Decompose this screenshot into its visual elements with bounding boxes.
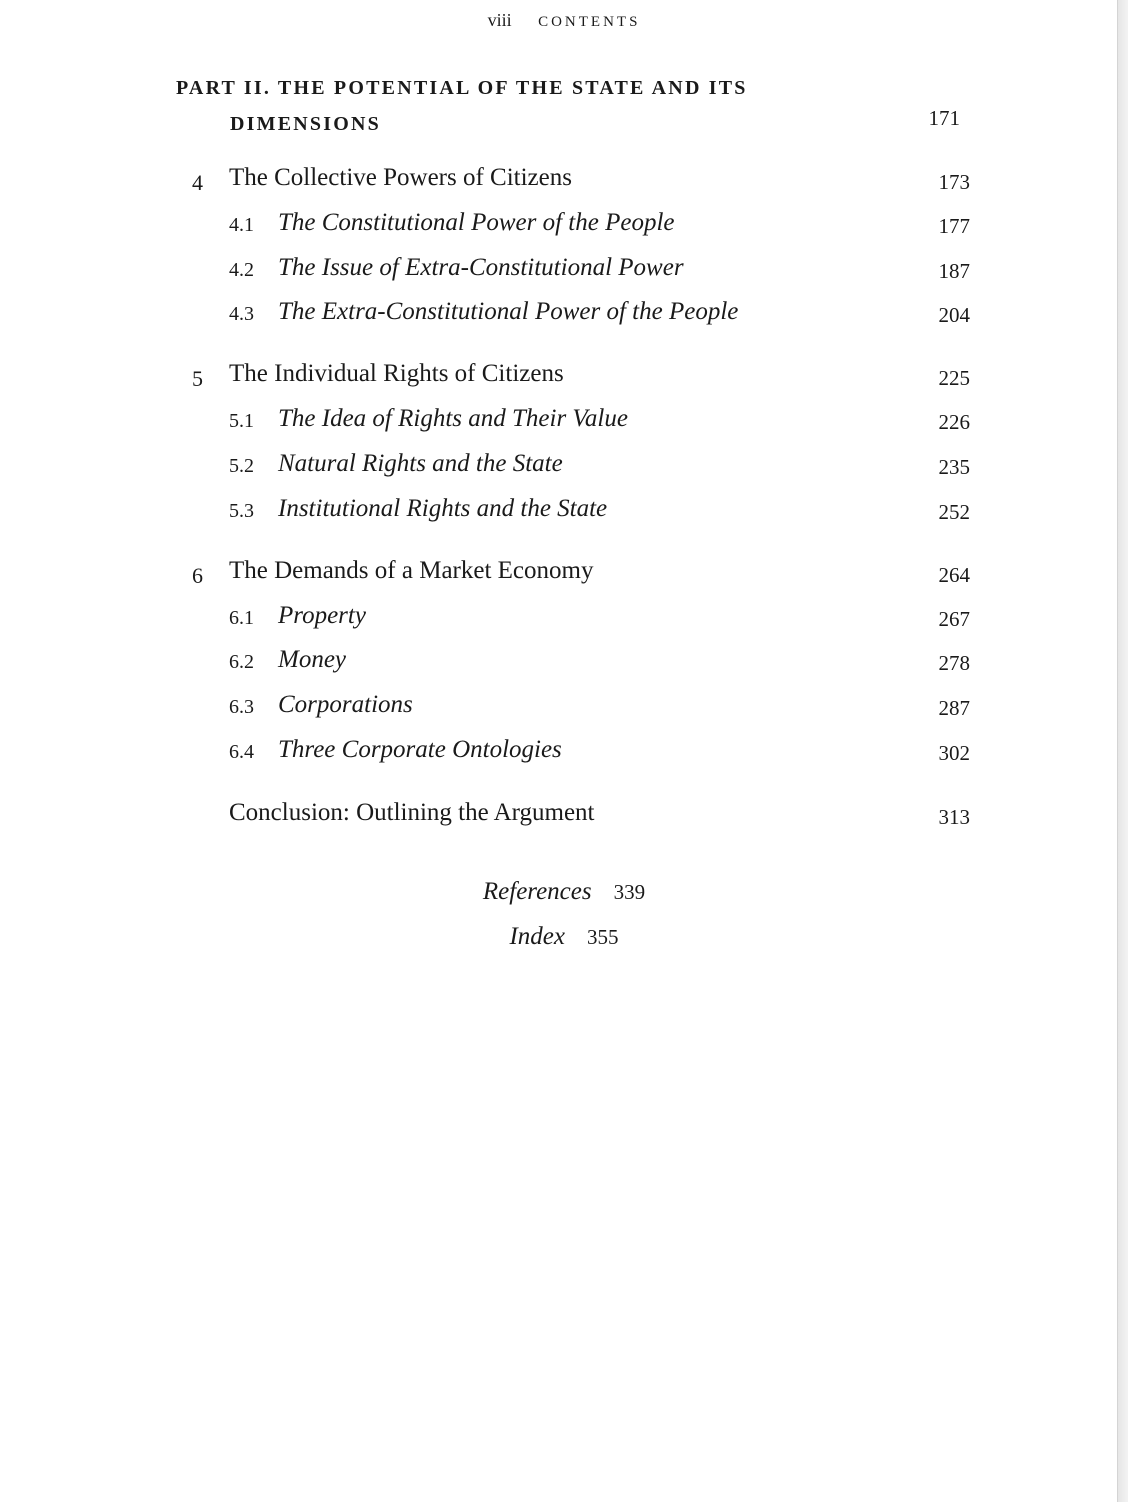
references-page-number: 339 [613,880,646,904]
index-label: Index [509,923,566,950]
section-page-number: 187 [938,259,970,283]
chapter-page-number: 173 [938,170,970,194]
chapter-page-number: 225 [938,366,970,390]
part-title-line1: PART II. THE POTENTIAL OF THE STATE AND ITS [176,77,748,99]
toc-section-4-1[interactable] [0,209,1128,245]
section-title: Property [278,602,366,629]
chapter-number: 5 [192,366,203,391]
toc-section-4-2[interactable] [0,254,1128,290]
part-page-number: 171 [928,106,960,130]
toc-section-6-3[interactable] [0,691,1128,727]
section-number: 6.2 [229,651,254,673]
section-number: 5.3 [229,500,254,522]
toc-chapter-6[interactable] [0,557,1128,593]
conclusion-title: Conclusion: Outlining the Argument [229,799,595,826]
section-title: Corporations [278,691,413,718]
toc-section-4-3[interactable] [0,298,1128,334]
section-title: Institutional Rights and the State [278,495,608,522]
toc-section-6-2[interactable] [0,646,1128,682]
section-number: 5.1 [229,410,254,432]
section-number: 5.2 [229,455,254,477]
chapter-number: 4 [192,170,203,195]
section-page-number: 267 [938,607,970,631]
references-label: References [482,878,592,905]
page-edge-shadow [1117,0,1128,1502]
toc-section-6-1[interactable] [0,602,1128,638]
toc-section-6-4[interactable] [0,736,1128,772]
section-number: 6.3 [229,696,254,718]
section-page-number: 226 [938,410,970,434]
section-title: Natural Rights and the State [278,450,563,477]
section-page-number: 204 [938,303,970,327]
section-title: The Issue of Extra-Constitutional Power [278,254,684,281]
section-page-number: 287 [938,696,970,720]
section-title: Money [278,646,347,673]
running-head-title: CONTENTS [538,14,641,30]
chapter-page-number: 264 [938,563,970,587]
section-page-number: 235 [938,455,970,479]
section-number: 4.1 [229,214,254,236]
toc-index[interactable] [0,923,1128,951]
section-title: The Constitutional Power of the People [278,209,675,236]
index-page-number: 355 [587,925,619,949]
toc-section-5-2[interactable] [0,450,1128,486]
toc-chapter-4[interactable] [0,164,1128,200]
section-title: The Extra-Constitutional Power of the People [278,298,739,325]
section-page-number: 302 [938,741,970,765]
toc-conclusion[interactable] [0,799,1128,835]
section-page-number: 278 [938,651,970,675]
section-number: 4.2 [229,259,254,281]
running-head [0,10,1128,31]
section-number: 6.1 [229,607,254,629]
chapter-number: 6 [192,563,203,588]
conclusion-page-number: 313 [938,805,970,829]
chapter-title: The Collective Powers of Citizens [229,164,572,191]
toc-section-5-1[interactable] [0,405,1128,441]
section-number: 4.3 [229,303,254,325]
chapter-title: The Individual Rights of Citizens [229,360,564,387]
section-title: The Idea of Rights and Their Value [278,405,628,432]
toc-chapter-5[interactable] [0,360,1128,396]
section-number: 6.4 [229,741,254,763]
section-page-number: 177 [938,214,970,238]
toc-references[interactable] [0,878,1128,906]
section-title: Three Corporate Ontologies [278,736,562,763]
toc-section-5-3[interactable] [0,495,1128,531]
part-title-line2: DIMENSIONS [230,113,381,135]
chapter-title: The Demands of a Market Economy [229,557,594,584]
section-page-number: 252 [938,500,970,524]
part-title [176,70,896,142]
folio: viii [487,10,512,30]
